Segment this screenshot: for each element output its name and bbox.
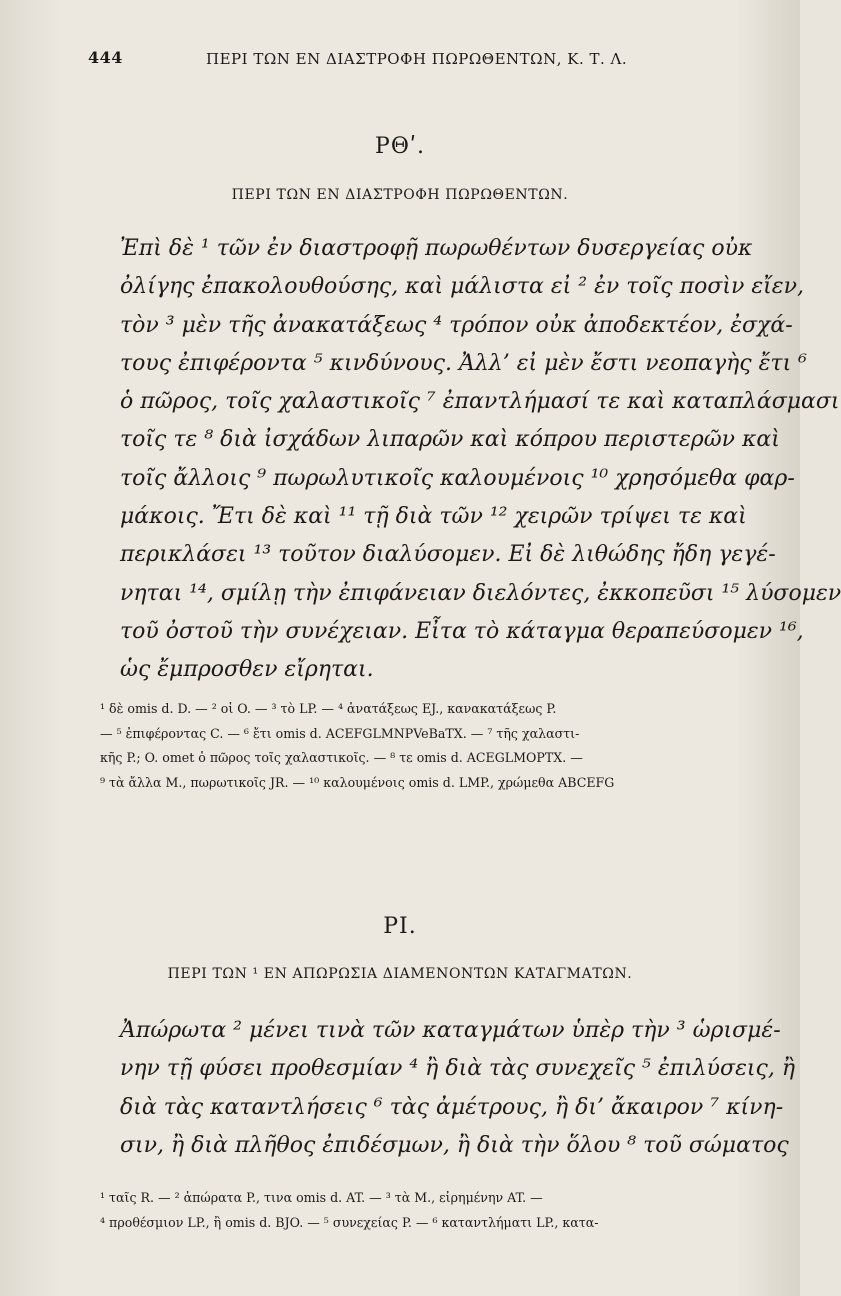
running-title: ΠΕΡΙ ΤΩΝ ΕΝ ΔΙΑΣΤΡΟΦΗ ΠΩΡΩΘΕΝΤΩΝ, Κ. Τ. Λ. (206, 50, 628, 68)
main-text (120, 230, 841, 690)
text-line: νηται ¹⁴, σμίλῃ τὴν ἐπιφάνειαν διελόντες, ἐκκοπεῦσι ¹⁵ λύσομεν (120, 580, 841, 606)
text-line: τους ἐπιφέροντα ⁵ κινδύνους. Ἀλλ’ εἰ μὲν ἔστι νεοπαγὴς ἔτι ⁶ (120, 350, 808, 376)
text-line: νην τῇ φύσει προθεσμίαν ⁴ ἢ διὰ τὰς συνεχεῖς ⁵ ἐπιλύσεις, ἢ (120, 1056, 795, 1082)
footnote-line: κῆς P.; O. omet ὁ πῶρος τοῖς χαλαστικοῖς. — ⁸ τε omis d. ACEGLMOPTX. — (100, 750, 583, 765)
section-title: ΠΕΡΙ ΤΩΝ ΕΝ ΔΙΑΣΤΡΟΦΗ ΠΩΡΩΘΕΝΤΩΝ. (231, 187, 569, 203)
footnote-line: — ⁵ ἐπιφέροντας C. — ⁶ ἔτι omis d. ACEFGLMNPVeBaTX. — ⁷ τῆς χαλαστι- (100, 725, 580, 741)
text-line: τοῖς ἄλλοις ⁹ πωρωλυτικοῖς καλουμένοις ¹⁰ χρησόμεθα φαρ- (120, 465, 795, 491)
running-header (88, 46, 758, 76)
section-number: ΡΙ. (383, 914, 417, 939)
text-line: τὸν ³ μὲν τῆς ἀνακατάξεως ⁴ τρόπον οὐκ ἀποδεκτέον, ἐσχά- (120, 312, 793, 338)
text-line: περικλάσει ¹³ τοῦτον διαλύσομεν. Εἰ δὲ λιθώδης ἤδη γεγέ- (120, 542, 776, 568)
footnotes (100, 1186, 760, 1235)
text-line: ὡς ἔμπροσθεν εἴρηται. (120, 657, 374, 683)
footnotes (100, 697, 760, 795)
main-text (120, 1012, 795, 1165)
section-title: ΠΕΡΙ ΤΩΝ ¹ ΕΝ ΑΠΩΡΩΣΙΑ ΔΙΑΜΕΝΟΝΤΩΝ ΚΑΤΑΓΜΑΤΩΝ. (167, 966, 633, 982)
text-line: ὁ πῶρος, τοῖς χαλαστικοῖς ⁷ ἐπαντλήμασί τε καὶ καταπλάσμασι (120, 389, 840, 415)
footnote-line: ¹ ταῖς R. — ² ἀπώρατα P., τινα omis d. AT. — ³ τὰ M., εἰρημένην AT. — (100, 1190, 543, 1205)
text-line: μάκοις. Ἔτι δὲ καὶ ¹¹ τῇ διὰ τῶν ¹² χειρῶν τρίψει τε καὶ (120, 504, 747, 530)
text-line: τοῖς τε ⁸ διὰ ἰσχάδων λιπαρῶν καὶ κόπρου περιστερῶν καὶ (120, 427, 780, 453)
text-line: τοῦ ὀστοῦ τὴν συνέχειαν. Εἶτα τὸ κάταγμα θεραπεύσομεν ¹⁶, (120, 618, 804, 644)
text-line: διὰ τὰς καταντλήσεις ⁶ τὰς ἀμέτρους, ἢ δι’ ἄκαιρον ⁷ κίνη- (120, 1094, 784, 1120)
page-number: 444 (88, 48, 123, 67)
section-number: ΡΘʹ. (375, 134, 425, 159)
text-line: σιν, ἢ διὰ πλῆθος ἐπιδέσμων, ἢ διὰ τὴν ὅλου ⁸ τοῦ σώματος (120, 1132, 789, 1158)
footnote-line: ⁴ προθέσμιον LP., ἢ omis d. BJO. — ⁵ συνεχείας P. — ⁶ καταντλήματι LP., κατα- (100, 1214, 599, 1230)
footnote-line: ⁹ τὰ ἄλλα M., πωρωτικοῖς JR. — ¹⁰ καλουμένοις omis d. LMP., χρώμεθα ABCEFG (100, 774, 615, 790)
footnote-line: ¹ δὲ omis d. D. — ² οἱ O. — ³ τὸ LP. — ⁴ ἀνατάξεως EJ., κανακατάξεως P. (100, 701, 557, 716)
text-line: Ἀπώρωτα ² μένει τινὰ τῶν καταγμάτων ὑπὲρ τὴν ³ ὡρισμέ- (120, 1018, 781, 1043)
text-line: Ἐπὶ δὲ ¹ τῶν ἐν διαστροφῇ πωρωθέντων δυσεργείας οὐκ (120, 236, 753, 261)
text-line: ὀλίγης ἐπακολουθούσης, καὶ μάλιστα εἰ ² ἐν τοῖς ποσὶν εἴεν, (120, 274, 804, 300)
